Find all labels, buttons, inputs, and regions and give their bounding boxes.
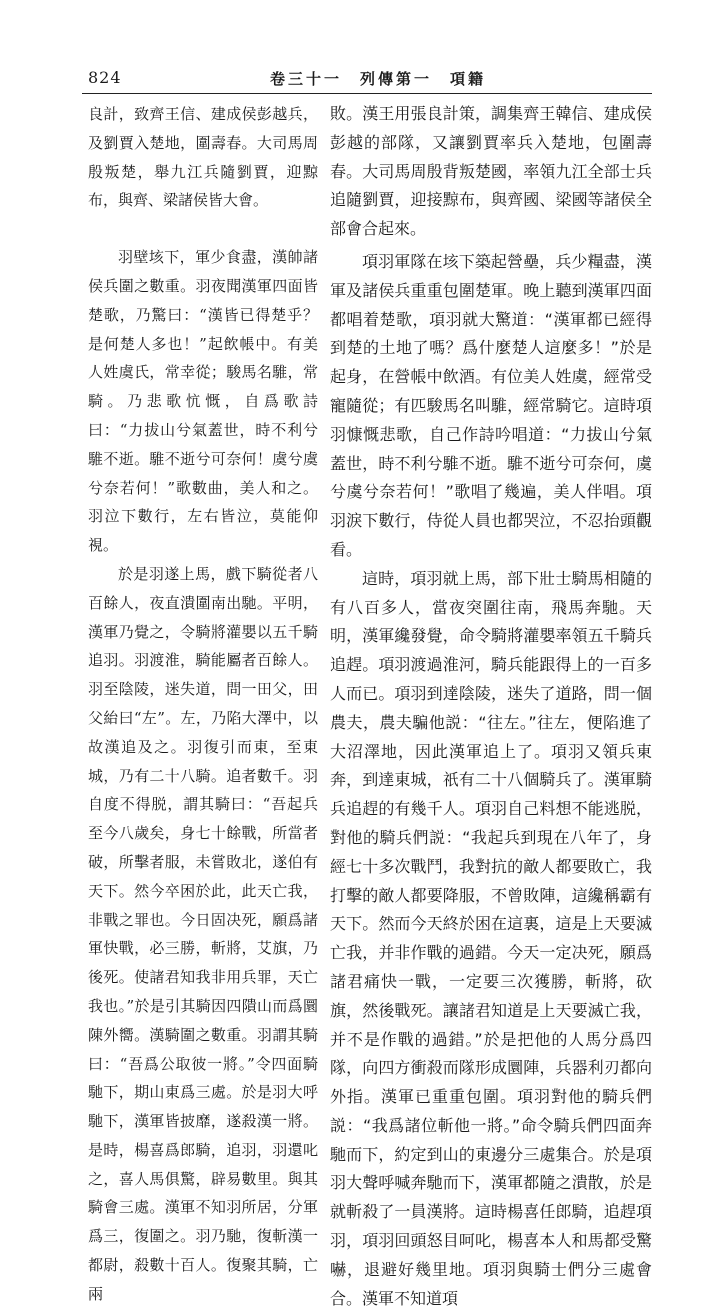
translation-paragraph: 敗。漢王用張良計策，調集齊王韓信、建成侯彭越的部隊，又讓劉賈率兵入楚地，包圍壽春。大司馬周殷背叛楚國，率領九江全部士兵追隨劉賈，迎接黥布，與齊國、梁國等諸侯全部會合起來。 <box>330 104 652 239</box>
classical-paragraph: 良計，致齊王信、建成侯彭越兵，及劉賈入楚地，圍壽春。大司馬周殷叛楚，舉九江兵隨劉賈，迎黥布，與齊、梁諸侯皆大會。 <box>88 105 318 210</box>
classical-text-column <box>88 100 318 1303</box>
modern-translation-column <box>330 100 652 1308</box>
translation-paragraph: 這時，項羽就上馬，部下壯士騎馬相隨的有八百多人，當夜突圍往南，飛馬奔馳。天明，漢軍纔發覺，命令騎將灌嬰率領五千騎兵追趕。項羽渡過淮河，騎兵能跟得上的一百多人而已。項羽到達陰陵，迷失了道路，問一個農夫，農夫騙他説：“往左。”往左，便陷進了大沼澤地，因此漢軍追上了。項羽又領兵東奔，到達東城，祇有二十八個騎兵了。漢軍騎兵追趕的有幾千人。項羽自己料想不能逃脱，對他的騎兵們説：“我起兵到現在八年了，身經七十多次戰鬥，我對抗的敵人都要敗亡，我打擊的敵人都要降服，不曾敗陣，這纔稱霸有天下。然而今天終於困在這裏，這是上天要滅亡我，并非作戰的過錯。今天一定决死，願爲諸君痛快一戰，一定要三次獲勝，斬將，砍旗，然後戰死。讓諸君知道是上天要滅亡我，并不是作戰的過錯。”於是把他的人馬分爲四隊，向四方衝殺而隊形成圜陣，兵器利刃都向外指。漢軍已重重包圍。項羽對他的騎兵們説：“我爲諸位斬他一將。”命令騎兵們四面奔馳而下，約定到山的東邊分三處集合。於是項羽大聲呼喊奔馳而下，漢軍都隨之潰散，於是就斬殺了一員漢將。這時楊喜任郎騎，追趕項羽，項羽回頭怒目呵叱，楊喜本人和馬都受驚嚇，退避好幾里地。項羽與騎士們分三處會合。漢軍不知道項 <box>330 568 652 1308</box>
page-header <box>0 0 716 92</box>
classical-paragraph: 羽壁垓下，軍少食盡，漢帥諸侯兵圍之數重。羽夜聞漢軍四面皆楚歌，乃驚曰：“漢皆已得楚乎？是何楚人多也！”起飲帳中。有美人姓虞氏，常幸從；駿馬名騅，常騎。乃悲歌忼慨，自爲歌詩曰：“力拔山兮氣蓋世，時不利兮騅不逝。騅不逝兮可奈何！虞兮虞兮奈若何！”歌數曲，美人和之。羽泣下數行，左右皆泣，莫能仰視。 <box>88 248 318 555</box>
header-rule <box>82 93 652 94</box>
running-title: 卷三十一 列傳第一 項籍 <box>270 70 487 88</box>
page-number: 824 <box>88 68 122 87</box>
classical-paragraph: 於是羽遂上馬，戲下騎從者八百餘人，夜直潰圍南出馳。平明，漢軍乃覺之，令騎將灌嬰以五千騎追羽。羽渡淮，騎能屬者百餘人。羽至陰陵，迷失道，問一田父，田父紿曰“左”。左，乃陷大澤中，以故漢追及之。羽復引而東，至東城，乃有二十八騎。追者數千。羽自度不得脱，謂其騎曰：“吾起兵至今八歲矣，身七十餘戰，所當者破，所擊者服，未嘗敗北，遂伯有天下。然今卒困於此，此天亡我，非戰之罪也。今日固决死，願爲諸軍快戰，必三勝，斬將，艾旗，乃後死。使諸君知我非用兵罪，天亡我也。”於是引其騎因四隤山而爲圜陳外嚮。漢騎圍之數重。羽謂其騎曰：“吾爲公取彼一將。”令四面騎馳下，期山東爲三處。於是羽大呼馳下，漢軍皆披靡，遂殺漢一將。是時，楊喜爲郎騎，追羽，羽還叱之，喜人馬俱驚，辟易數里。與其騎會三處。漢軍不知羽所居，分軍爲三，復圍之。羽乃馳，復斬漢一都尉，殺數十百人。復聚其騎，亡兩 <box>88 564 318 1303</box>
translation-paragraph: 項羽軍隊在垓下築起營壘，兵少糧盡，漢軍及諸侯兵重重包圍楚軍。晚上聽到漢軍四面都唱着楚歌，項羽就大驚道：“漢軍都已經得到楚的土地了嗎？爲什麼楚人這麼多！”於是起身，在營帳中飲酒。有位美人姓虞，經常受寵隨從；有匹駿馬名叫騅，經常騎它。這時項羽慷慨悲歌，自己作詩吟唱道：“力拔山兮氣蓋世，時不利兮騅不逝。騅不逝兮可奈何，虞兮虞兮奈若何！”歌唱了幾遍，美人伴唱。項羽淚下數行，侍從人員也都哭泣，不忍抬頭觀看。 <box>330 251 652 559</box>
